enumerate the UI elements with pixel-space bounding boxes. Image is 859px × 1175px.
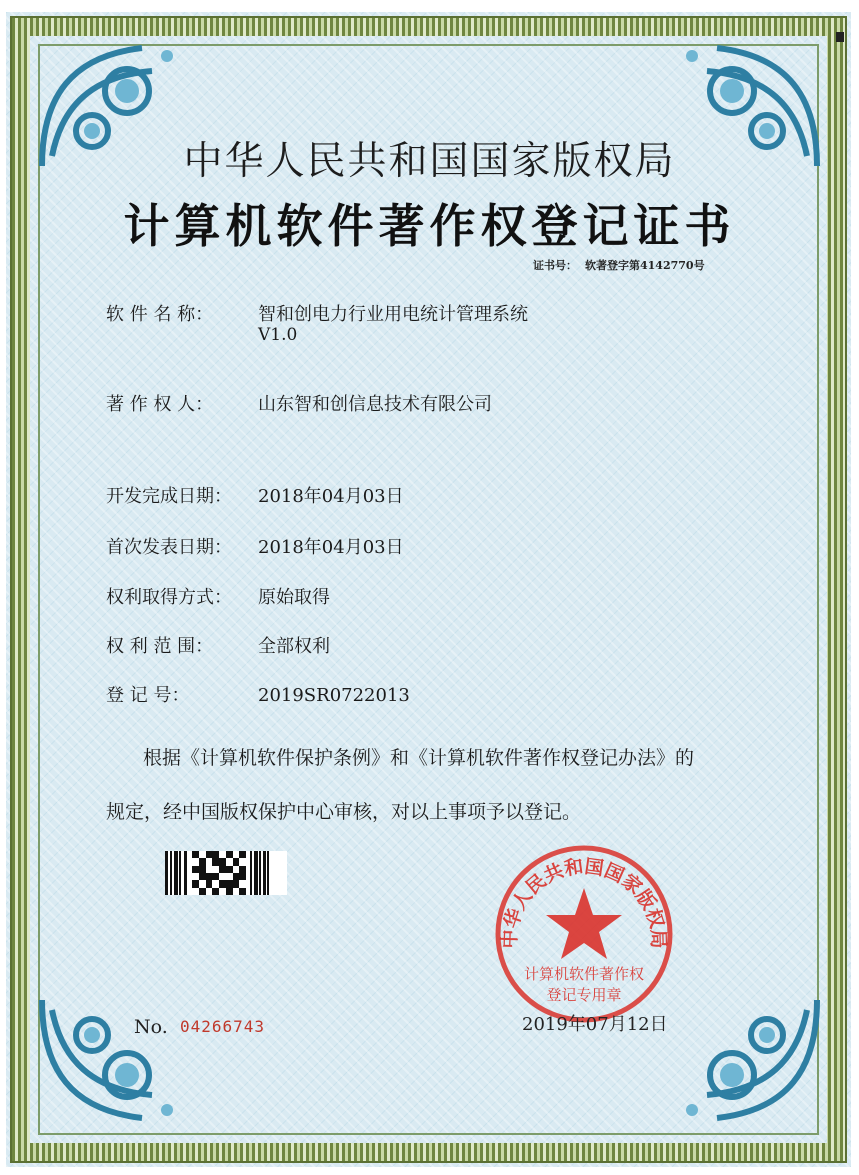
copyright-holder-value: 山东智和创信息技术有限公司 [258,394,492,415]
field-rights-scope [106,632,330,658]
certificate-number-value: 软著登字第4142770号 [585,259,705,272]
serial-label: No. [134,1016,168,1038]
certificate-number-label: 证书号： [533,259,577,272]
issuing-authority: 中华人民共和国国家版权局 [183,139,676,184]
software-name-value: 智和创电力行业用电统计管理系统 [258,304,528,325]
rights-scope-label: 权 利 范 围： [106,636,214,657]
field-registration-number [106,681,410,707]
copyright-holder-label: 著 作 权 人： [106,394,214,415]
scan-mark [836,32,844,42]
field-rights-acquisition [106,583,330,609]
field-development-date [106,482,404,508]
barcode [165,851,287,895]
registration-number-value: 2019SR0722013 [258,685,410,706]
seal-ring-text: 中华人民共和国国家版权局 [498,855,670,949]
rights-acquisition-value: 原始取得 [258,587,330,608]
field-copyright-holder [106,390,492,416]
rights-acquisition-label: 权利取得方式： [106,587,232,608]
development-date-label: 开发完成日期： [106,486,232,507]
certificate-number [533,257,705,273]
serial-number: 04266743 [180,1017,266,1036]
registration-number-label: 登 记 号： [106,685,190,706]
software-version: V1.0 [258,325,298,345]
statement-line-2: 规定，经中国版权保护中心审核，对以上事项予以登记。 [106,801,582,823]
official-seal [493,843,675,1025]
seal-line-2: 登记专用章 [546,986,622,1004]
seal-star-icon [546,888,622,959]
qr-code-block [192,851,246,895]
corner-ornament-bottom-right [667,990,827,1130]
corner-ornament-bottom-left [32,990,192,1130]
certificate-title: 计算机软件著作权登记证书 [123,199,736,253]
publication-date-label: 首次发表日期： [106,537,232,558]
publication-date-value: 2018年04月03日 [258,537,404,558]
rights-scope-value: 全部权利 [258,636,330,657]
software-name-label: 软 件 名 称： [106,304,214,325]
statement-line-1: 根据《计算机软件保护条例》和《计算机软件著作权登记办法》的 [143,747,695,769]
development-date-value: 2018年04月03日 [258,486,404,507]
field-software-name [106,300,528,326]
field-publication-date [106,533,404,559]
seal-line-1: 计算机软件著作权 [523,965,645,983]
issue-date: 2019年07月12日 [522,1014,668,1035]
